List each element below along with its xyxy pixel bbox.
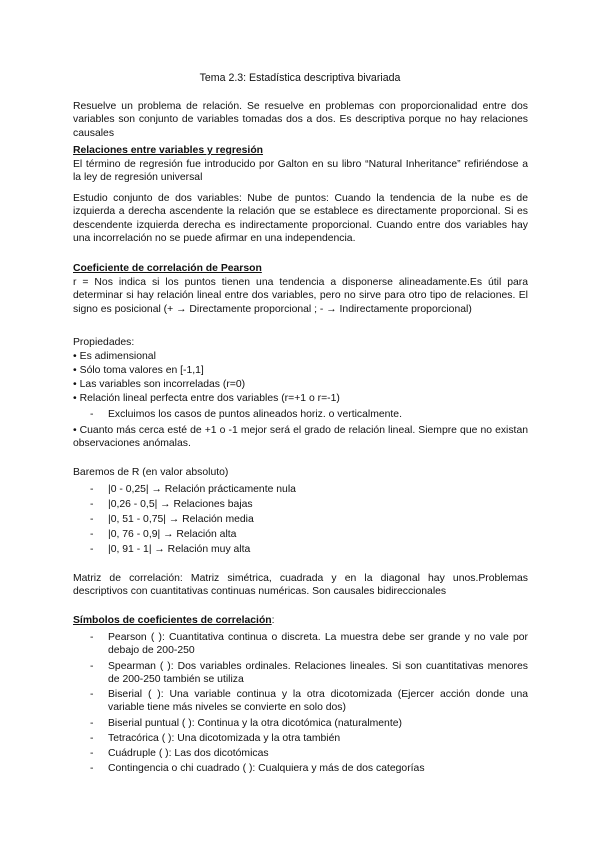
- dash-marker: -: [90, 409, 94, 420]
- intro-paragraph: Resuelve un problema de relación. Se resuelve en problemas con proporcionalidad entre dos variables son conjunto de variables tomadas dos a dos. Es descriptiva porque no hay relaciones causales: [73, 101, 528, 139]
- heading-colon: :: [271, 615, 275, 626]
- nube-puntos-paragraph: Estudio conjunto de dos variables: Nube de puntos: Cuando la tendencia de la nube es de izquierda a derecha ascendente la relación que se establece es directamente proporcional. Si es descendente izquierda derecha es indirectamente proporcional. Cuando entre dos variables hay una incorrelación no se puede afirmar en una independencia.: [73, 193, 528, 245]
- properties-label: Propiedades:: [73, 337, 135, 348]
- dash-marker: -: [90, 718, 94, 729]
- dash-marker: -: [90, 529, 94, 540]
- section-heading-simbolos: Símbolos de coeficientes de correlación: [73, 615, 272, 626]
- property-item: • Relación lineal perfecta entre dos variables (r=+1 o r=-1): [73, 392, 340, 405]
- dash-marker: -: [90, 544, 94, 555]
- section-heading-relaciones: Relaciones entre variables y regresión: [73, 145, 264, 156]
- dash-marker: -: [90, 763, 94, 774]
- dash-marker: -: [90, 499, 94, 510]
- baremo-item: |0 - 0,25| → Relación prácticamente nula: [108, 484, 296, 495]
- symbol-item: Spearman ( ): Dos variables ordinales. Relaciones lineales. Si son cuantitativas menores de 200-250 también se utiliza: [108, 661, 528, 686]
- dash-marker: -: [90, 484, 94, 495]
- dash-marker: -: [90, 661, 94, 672]
- symbol-item: Cuádruple ( ): Las dos dicotómicas: [108, 748, 269, 759]
- symbol-item: Biserial puntual ( ): Continua y la otra dicotómica (naturalmente): [108, 718, 402, 729]
- dash-marker: -: [90, 733, 94, 744]
- matriz-paragraph: Matriz de correlación: Matriz simétrica, cuadrada y en la diagonal hay unos.Problemas descriptivos con cuantitativas continuas numéricas. Son causales bidireccionales: [73, 573, 528, 598]
- baremo-item: |0, 51 - 0,75| → Relación media: [108, 514, 254, 525]
- symbol-item: Pearson ( ): Cuantitativa continua o discreta. La muestra debe ser grande y no vale por debajo de 200-250: [108, 632, 528, 657]
- symbol-item: Tetracórica ( ): Una dicotomizada y la otra también: [108, 733, 341, 744]
- property-item: • Sólo toma valores en [-1,1]: [73, 364, 204, 377]
- property-item-last: • Cuanto más cerca esté de +1 o -1 mejor será el grado de relación lineal. Siempre que no existan observaciones anómalas.: [73, 424, 528, 451]
- baremo-item: |0,26 - 0,5| → Relaciones bajas: [108, 499, 253, 510]
- section-heading-pearson: Coeficiente de correlación de Pearson: [73, 263, 262, 274]
- baremos-label: Baremos de R (en valor absoluto): [73, 467, 229, 478]
- symbol-item: Biserial ( ): Una variable continua y la otra dicotomizada (Ejercer acción donde una variable tiene más niveles se convierte en solo dos): [108, 689, 528, 714]
- property-subitem: Excluimos los casos de puntos alineados horiz. o verticalmente.: [108, 409, 402, 420]
- galton-paragraph: El término de regresión fue introducido por Galton en su libro “Natural Inheritance” refiriéndose a la ley de regresión universal: [73, 159, 528, 184]
- dash-marker: -: [90, 689, 94, 700]
- symbol-item: Contingencia o chi cuadrado ( ): Cualquiera y más de dos categorías: [108, 763, 425, 774]
- dash-marker: -: [90, 514, 94, 525]
- baremo-item: |0, 76 - 0,9| → Relación alta: [108, 529, 237, 540]
- property-item: • Las variables son incorreladas (r=0): [73, 378, 245, 391]
- baremo-item: |0, 91 - 1| → Relación muy alta: [108, 544, 251, 555]
- section-heading-simbolos-wrap: [73, 614, 275, 627]
- page-title: Tema 2.3: Estadística descriptiva bivariada: [199, 72, 401, 84]
- dash-marker: -: [90, 632, 94, 643]
- dash-marker: -: [90, 748, 94, 759]
- property-item: • Es adimensional: [73, 350, 156, 363]
- pearson-paragraph: r = Nos indica si los puntos tienen una tendencia a disponerse alineadamente.Es útil para determinar si hay relación lineal entre dos variables, pero no sirve para otro tipo de relaciones. El signo es posicional (+ → Directamente proporcional ; - → Indirectamente proporcional): [73, 277, 528, 315]
